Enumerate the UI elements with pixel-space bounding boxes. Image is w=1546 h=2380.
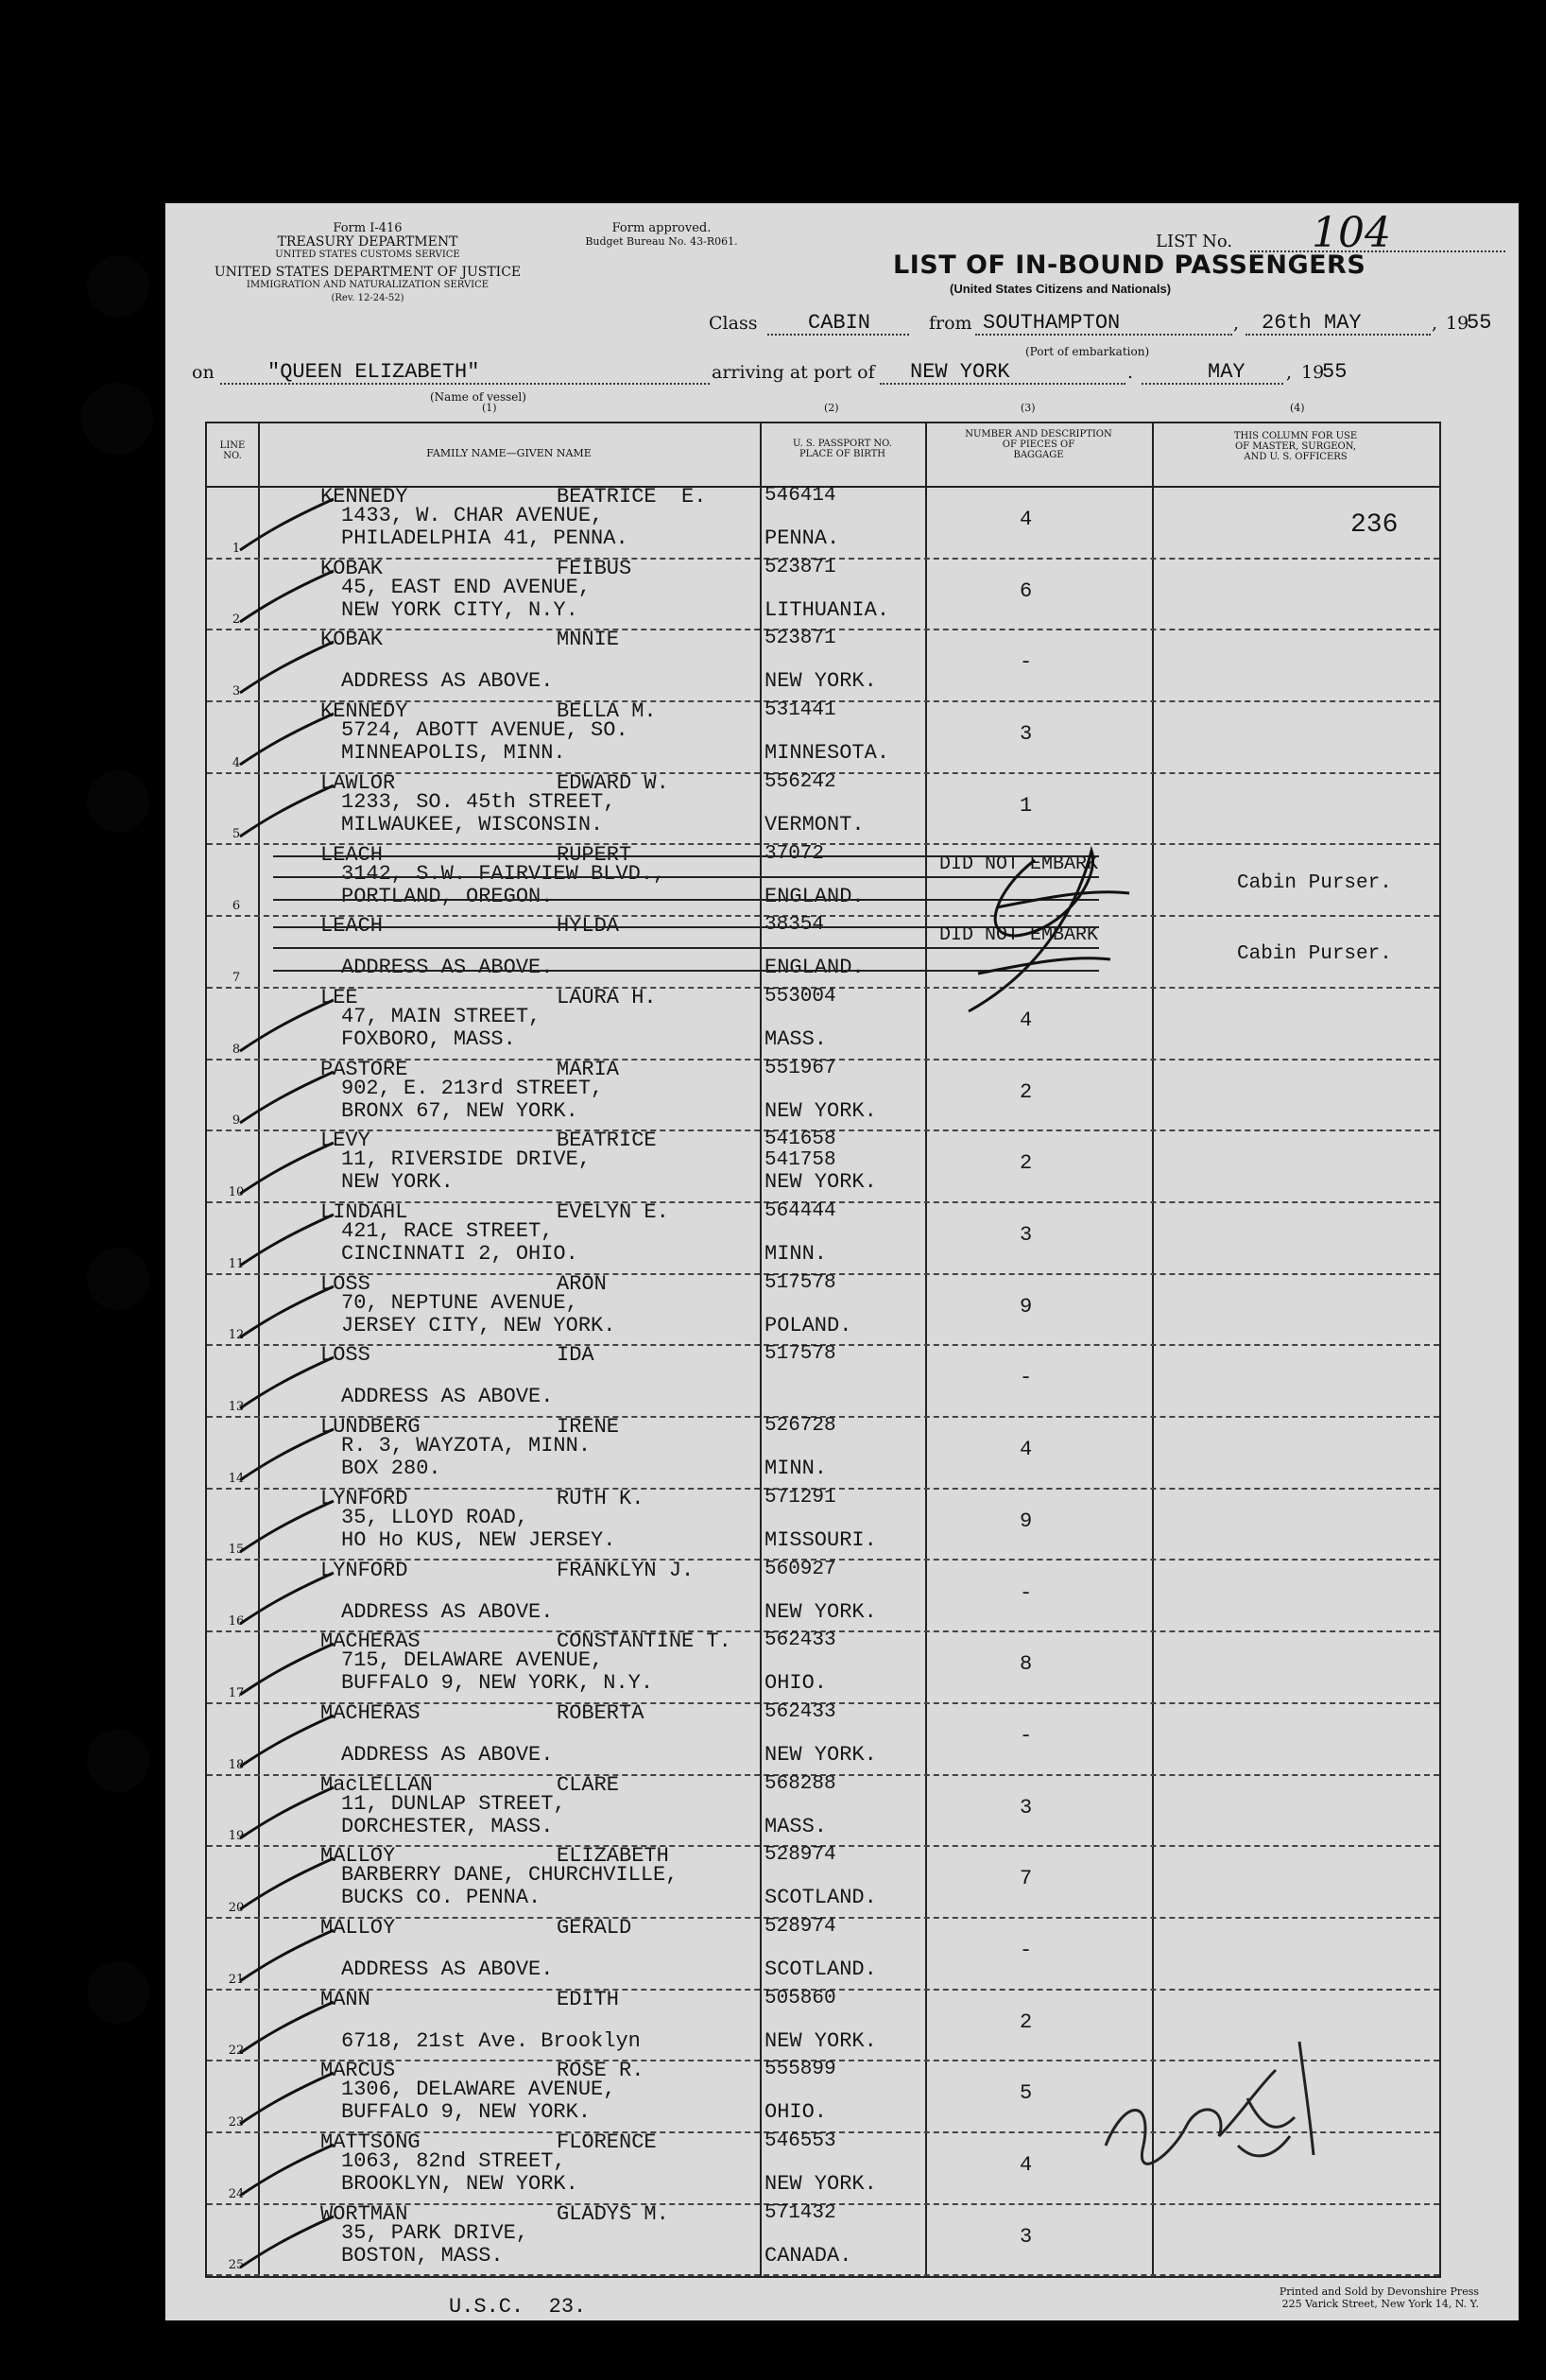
address-line-2: FOXBORO, MASS.: [341, 1026, 516, 1051]
place-of-birth: SCOTLAND.: [764, 1957, 877, 1981]
given-name: FEIBUS: [557, 556, 632, 580]
given-name: EVELYN E.: [557, 1200, 669, 1224]
passenger-list-page: [165, 203, 1519, 2320]
given-name: ROSE R.: [557, 2059, 644, 2083]
place-of-birth: NEW YORK.: [764, 669, 877, 694]
address-line-2: PORTLAND, OREGON.: [341, 884, 554, 908]
family-name: LOSS: [320, 1343, 370, 1368]
given-name: LAURA H.: [557, 985, 657, 1009]
passport-number: 523871: [764, 628, 836, 650]
address-line-2: BOX 280.: [341, 1457, 441, 1481]
family-name: LYNFORD: [320, 1486, 408, 1510]
address-line-2: BUCKS CO. PENNA.: [341, 1886, 541, 1910]
family-name: MALLOY: [320, 1916, 396, 1940]
baggage: 4: [1020, 1438, 1033, 1462]
officer-note: Cabin Purser.: [1237, 943, 1392, 966]
vessel-name: "QUEEN ELIZABETH": [267, 360, 480, 384]
given-name: MARIA: [557, 1057, 620, 1081]
list-no-value: 104: [1312, 209, 1391, 257]
place-of-birth: POLAND.: [764, 1313, 852, 1337]
embark-port: SOUTHAMPTON: [983, 311, 1121, 335]
check-mark: [235, 2065, 339, 2126]
family-name: KOBAK: [320, 556, 384, 580]
binder-hole: [87, 770, 149, 833]
check-mark: [235, 1851, 339, 1911]
place-of-birth: SCOTLAND.: [764, 1886, 877, 1910]
baggage: -: [1020, 1580, 1033, 1605]
passport-number: 568288: [764, 1772, 836, 1795]
header-line-no: LINE NO.: [219, 440, 246, 461]
binder-hole: [87, 1248, 149, 1310]
given-name: RUTH K.: [557, 1486, 644, 1510]
address-line-1: 421, RACE STREET,: [341, 1219, 554, 1243]
line-number: 20: [228, 1900, 245, 1915]
address-line-1: 1063, 82nd STREET,: [341, 2149, 566, 2174]
given-name: BELLA M.: [557, 699, 657, 724]
family-name: MARCUS: [320, 2059, 396, 2083]
baggage: -: [1020, 1723, 1033, 1748]
address-line-2: BROOKLYN, NEW YORK.: [341, 2172, 578, 2197]
place-of-birth: NEW YORK.: [764, 1599, 877, 1624]
port-caption: (Port of embarkation): [1025, 345, 1150, 358]
address-line-1: 1306, DELAWARE AVENUE,: [341, 2078, 616, 2102]
check-mark: [235, 1780, 339, 1840]
col-num-4: (4): [1290, 402, 1305, 414]
check-mark: [235, 2137, 339, 2198]
check-mark: [235, 492, 339, 552]
baggage: -: [1020, 650, 1033, 675]
baggage: 2: [1020, 1151, 1033, 1176]
address-line-2: BUFFALO 9, NEW YORK.: [341, 2100, 592, 2125]
place-of-birth: MINN.: [764, 1242, 828, 1266]
place-of-birth: MASS.: [764, 1026, 828, 1051]
place-of-birth: OHIO.: [764, 1671, 828, 1696]
line-number: 3: [232, 684, 241, 699]
form-title: LIST OF IN-BOUND PASSENGERS: [893, 250, 1366, 280]
approval-block: [548, 222, 775, 249]
passport-number: 556242: [764, 770, 836, 793]
table-row: [207, 915, 1439, 989]
table-row: [207, 700, 1439, 774]
address-line-2: MILWAUKEE, WISCONSIN.: [341, 812, 604, 836]
address-line-1: 35, LLOYD ROAD,: [341, 1505, 529, 1529]
address-line-2: DORCHESTER, MASS.: [341, 1814, 554, 1838]
given-name: GLADYS M.: [557, 2201, 669, 2226]
address-line-1: 47, MAIN STREET,: [341, 1004, 541, 1028]
family-name: LUNDBERG: [320, 1415, 421, 1440]
line-number: 10: [228, 1184, 245, 1199]
baggage: DID NOT EMBARK: [939, 924, 1099, 947]
check-mark: [235, 1994, 339, 2055]
table-row: [207, 1702, 1439, 1776]
departure-year-prefix: 19: [1446, 313, 1469, 334]
table-row: [207, 844, 1439, 918]
check-mark: [235, 2209, 339, 2269]
place-of-birth: MASS.: [764, 1814, 828, 1838]
passport-number: 546414: [764, 485, 836, 507]
form-number: Form I-416: [333, 221, 403, 235]
given-name: BEATRICE: [557, 1129, 657, 1153]
baggage: 4: [1020, 1008, 1033, 1032]
address-line-2: NEW YORK CITY, N.Y.: [341, 597, 578, 622]
given-name: FLORENCE: [557, 2130, 657, 2155]
revision: (Rev. 12-24-52): [331, 293, 404, 303]
baggage: 6: [1020, 578, 1033, 603]
family-name: LEE: [320, 985, 358, 1009]
check-mark: [235, 1207, 339, 1268]
binder-hole: [81, 383, 153, 455]
line-number: 21: [228, 1972, 245, 1987]
line-number: 25: [228, 2258, 245, 2273]
family-name: MANN: [320, 1987, 370, 2011]
baggage: DID NOT EMBARK: [939, 853, 1099, 875]
passport-number: 38354: [764, 914, 825, 937]
col-num-1: (1): [482, 402, 497, 414]
address-line-2: ADDRESS AS ABOVE.: [341, 669, 554, 694]
line-number: 7: [232, 970, 241, 985]
passport-number: 37072: [764, 842, 825, 865]
check-mark: [235, 1350, 339, 1410]
col-num-3: (3): [1021, 402, 1036, 414]
place-of-birth: NEW YORK.: [764, 1098, 877, 1123]
check-mark: [235, 634, 339, 695]
agency-block: [179, 222, 557, 305]
passport-number: 517578: [764, 1271, 836, 1294]
binder-hole: [87, 255, 149, 318]
arrival-month: MAY: [1208, 360, 1245, 384]
table-row: [207, 1917, 1439, 1991]
line-number: 11: [228, 1256, 245, 1271]
line-number: 13: [228, 1400, 245, 1415]
check-mark: [235, 1565, 339, 1626]
address-line-2: BOSTON, MASS.: [341, 2243, 504, 2268]
baggage: 4: [1020, 508, 1033, 531]
check-mark: [235, 1422, 339, 1482]
table-row: [207, 1630, 1439, 1704]
passport-number: 528974: [764, 1844, 836, 1867]
given-name: BEATRICE E.: [557, 485, 707, 509]
passport-number: 531441: [764, 699, 836, 722]
baggage: 3: [1020, 2224, 1033, 2249]
given-name: EDITH: [557, 1987, 620, 2011]
place-of-birth: CANADA.: [764, 2243, 852, 2268]
given-name: CLARE: [557, 1772, 620, 1797]
arriving-label: arriving at port of: [712, 362, 875, 383]
place-of-birth: MINNESOTA.: [764, 741, 890, 766]
line-number: 1: [232, 541, 241, 556]
header-baggage: NUMBER AND DESCRIPTION OF PIECES OF BAGGAGE: [965, 429, 1112, 460]
class-line: Class CABIN from SOUTHAMPTON , 26th MAY , 19 55: [709, 311, 1492, 335]
customs-service: UNITED STATES CUSTOMS SERVICE: [275, 250, 460, 260]
baggage: 5: [1020, 2081, 1033, 2106]
line-number: 17: [228, 1685, 245, 1700]
line-number: 23: [228, 2115, 245, 2130]
budget-bureau: Budget Bureau No. 43-R061.: [585, 235, 738, 248]
header-name: FAMILY NAME—GIVEN NAME: [426, 447, 592, 459]
table-row: [207, 1130, 1439, 1203]
family-name: LEACH: [320, 914, 384, 939]
class-value: CABIN: [808, 311, 871, 335]
address-line-1: 5724, ABOTT AVENUE, SO.: [341, 718, 628, 743]
given-name: EDWARD W.: [557, 770, 669, 795]
table-row: [207, 1488, 1439, 1561]
baggage: 9: [1020, 1509, 1033, 1533]
col-num-2: (2): [824, 402, 839, 414]
table-row: [207, 772, 1439, 846]
address-line-1: 11, DUNLAP STREET,: [341, 1791, 566, 1816]
passport-number: 523871: [764, 556, 836, 578]
family-name: MACHERAS: [320, 1630, 421, 1654]
line-number: 16: [228, 1614, 245, 1630]
check-mark: [235, 1636, 339, 1697]
passport-number: 571432: [764, 2201, 836, 2224]
line-number: 12: [228, 1328, 245, 1343]
address-line-1: 11, RIVERSIDE DRIVE,: [341, 1147, 592, 1172]
header-officers: THIS COLUMN FOR USE OF MASTER, SURGEON, AND U. S. OFFICERS: [1233, 431, 1358, 462]
family-name: LOSS: [320, 1271, 370, 1296]
officer-note: 236: [1350, 510, 1399, 540]
check-mark: [235, 1708, 339, 1768]
officer-note: Cabin Purser.: [1237, 871, 1392, 894]
family-name: LEACH: [320, 842, 384, 867]
family-name: LYNFORD: [320, 1558, 408, 1582]
place-of-birth: MINN.: [764, 1457, 828, 1481]
given-name: IDA: [557, 1343, 594, 1368]
address-line-1: 3142, S.W. FAIRVIEW BLVD.,: [341, 861, 666, 886]
place-of-birth: VERMONT.: [764, 812, 865, 836]
departure-year: 55: [1467, 311, 1492, 335]
treasury-dept: TREASURY DEPARTMENT: [277, 234, 458, 250]
check-mark: [235, 1135, 339, 1196]
address-line-2: ADDRESS AS ABOVE.: [341, 1385, 554, 1409]
address-line-1: 902, E. 213rd STREET,: [341, 1076, 604, 1100]
arrival-port: NEW YORK: [910, 360, 1010, 384]
given-name: ELIZABETH: [557, 1844, 669, 1869]
address-line-2: BRONX 67, NEW YORK.: [341, 1098, 578, 1123]
passport-number: 517578: [764, 1343, 836, 1366]
list-no-label: LIST No.: [1156, 232, 1233, 251]
table-row: [207, 1059, 1439, 1132]
form-approved: Form approved.: [611, 221, 712, 235]
family-name: LEVY: [320, 1129, 370, 1153]
baggage: -: [1020, 1939, 1033, 1962]
usc-footer: U.S.C. 23.: [449, 2295, 587, 2319]
address-line-1: 1433, W. CHAR AVENUE,: [341, 504, 604, 527]
purser-signature: [912, 822, 1195, 1021]
passport-number: 526728: [764, 1415, 836, 1438]
from-label: from: [929, 313, 972, 334]
check-mark: [235, 1279, 339, 1339]
class-label: Class: [709, 313, 758, 334]
header-passport: U. S. PASSPORT NO. PLACE OF BIRTH: [793, 439, 892, 459]
baggage: 8: [1020, 1652, 1033, 1677]
binder-hole: [87, 1961, 149, 2024]
table-row: [207, 629, 1439, 702]
baggage: 7: [1020, 1867, 1033, 1891]
baggage: 3: [1020, 1223, 1033, 1247]
place-of-birth: NEW YORK.: [764, 2028, 877, 2053]
given-name: HYLDA: [557, 914, 620, 939]
passport-number: 528974: [764, 1916, 836, 1938]
passport-number: 551967: [764, 1057, 836, 1079]
table-row: [207, 1201, 1439, 1275]
check-mark: [235, 1923, 339, 1983]
address-line-1: 715, DELAWARE AVENUE,: [341, 1648, 604, 1673]
departure-date: 26th MAY: [1262, 311, 1362, 335]
passport-number: 562433: [764, 1700, 836, 1723]
printer-footer: Printed and Sold by Devonshire Press 225 Varick Street, New York 14, N. Y.: [1279, 2285, 1479, 2310]
given-name: ARON: [557, 1271, 607, 1296]
place-of-birth: OHIO.: [764, 2100, 828, 2125]
address-line-1: 1233, SO. 45th STREET,: [341, 789, 616, 814]
form-subtitle: (United States Citizens and Nationals): [950, 282, 1172, 296]
family-name: PASTORE: [320, 1057, 408, 1081]
line-number: 9: [232, 1113, 241, 1129]
address-line-2: JERSEY CITY, NEW YORK.: [341, 1313, 616, 1337]
address-line-2: ADDRESS AS ABOVE.: [341, 956, 554, 980]
table-row: [207, 1774, 1439, 1848]
address-line-2: ADDRESS AS ABOVE.: [341, 1957, 554, 1981]
address-line-2: NEW YORK.: [341, 1170, 454, 1195]
address-line-2: HO Ho KUS, NEW JERSEY.: [341, 1527, 616, 1552]
line-number: 18: [228, 1757, 245, 1772]
on-label: on: [192, 362, 215, 383]
table-row: [207, 486, 1439, 560]
table-row: [207, 1560, 1439, 1633]
address-line-2: MINNEAPOLIS, MINN.: [341, 741, 566, 766]
given-name: GERALD: [557, 1916, 632, 1940]
binder-hole: [87, 1730, 149, 1792]
check-mark: [235, 1064, 339, 1125]
baggage: 2: [1020, 1079, 1033, 1104]
check-mark: [235, 778, 339, 838]
baggage: 3: [1020, 722, 1033, 747]
line-number: 24: [228, 2186, 245, 2201]
address-line-2: ADDRESS AS ABOVE.: [341, 1599, 554, 1624]
passenger-table: [205, 422, 1441, 2278]
check-mark: [235, 563, 339, 624]
place-of-birth: MISSOURI.: [764, 1527, 877, 1552]
address-line-1: 35, PARK DRIVE,: [341, 2220, 529, 2245]
line-number: 8: [232, 1042, 241, 1057]
baggage: 1: [1020, 793, 1033, 818]
vessel-caption: (Name of vessel): [430, 390, 526, 404]
given-name: MNNIE: [557, 628, 620, 652]
line-number: 5: [232, 827, 241, 842]
baggage: 4: [1020, 2153, 1033, 2178]
passport-number: 560927: [764, 1558, 836, 1580]
address-line-2: 6718, 21st Ave. Brooklyn: [341, 2028, 641, 2053]
family-name: WORTMAN: [320, 2201, 408, 2226]
address-line-1: 45, EAST END AVENUE,: [341, 575, 592, 599]
family-name: KENNEDY: [320, 699, 408, 724]
line-number: 22: [228, 2044, 245, 2059]
family-name: MacLELLAN: [320, 1772, 433, 1797]
address-line-1: 70, NEPTUNE AVENUE,: [341, 1290, 578, 1315]
table-row: [207, 1273, 1439, 1347]
table-row: [207, 2203, 1439, 2277]
family-name: KENNEDY: [320, 485, 408, 509]
address-line-2: PHILADELPHIA 41, PENNA.: [341, 526, 628, 550]
line-number: 19: [228, 1829, 245, 1844]
arrival-year-prefix: 19: [1301, 362, 1325, 383]
line-number: 6: [232, 899, 241, 914]
passport-number: 571291: [764, 1486, 836, 1509]
check-mark: [235, 1493, 339, 1554]
justice-dept: UNITED STATES DEPARTMENT OF JUSTICE: [214, 265, 522, 280]
passport-number: 546553: [764, 2130, 836, 2153]
family-name: MALLOY: [320, 1844, 396, 1869]
baggage: -: [1020, 1366, 1033, 1390]
table-row: [207, 987, 1439, 1061]
table-row: [207, 558, 1439, 631]
address-line-1: R. 3, WAYZOTA, MINN.: [341, 1434, 592, 1458]
ins-service: IMMIGRATION AND NATURALIZATION SERVICE: [246, 280, 490, 290]
check-mark: [235, 706, 339, 767]
place-of-birth: ENGLAND.: [764, 884, 865, 908]
place-of-birth: PENNA.: [764, 526, 840, 550]
family-name: LINDAHL: [320, 1200, 408, 1224]
table-header: [207, 423, 1439, 488]
table-row: [207, 1416, 1439, 1490]
given-name: RUPERT: [557, 842, 632, 867]
line-number: 14: [228, 1471, 245, 1486]
passport-number: 564444: [764, 1200, 836, 1222]
line-number: 15: [228, 1543, 245, 1558]
given-name: ROBERTA: [557, 1700, 644, 1725]
address-line-1: BARBERRY DANE, CHURCHVILLE,: [341, 1863, 679, 1888]
place-of-birth: NEW YORK.: [764, 1170, 877, 1195]
table-row: [207, 1845, 1439, 1919]
address-line-2: ADDRESS AS ABOVE.: [341, 1742, 554, 1767]
address-line-2: CINCINNATI 2, OHIO.: [341, 1242, 578, 1266]
list-number-block: [1156, 209, 1505, 257]
passport-number: 541658 541758: [764, 1129, 836, 1172]
place-of-birth: LITHUANIA.: [764, 597, 890, 622]
passport-number: 553004: [764, 985, 836, 1008]
passport-number: 562433: [764, 1630, 836, 1652]
family-name: KOBAK: [320, 628, 384, 652]
vessel-line: on "QUEEN ELIZABETH" arriving at port of NEW YORK . MAY , 19 55: [192, 360, 1348, 384]
baggage: 2: [1020, 2009, 1033, 2034]
place-of-birth: NEW YORK.: [764, 2172, 877, 2197]
arrival-year: 55: [1322, 360, 1348, 384]
line-number: 4: [232, 755, 241, 770]
table-row: [207, 1344, 1439, 1418]
handwritten-annotation: [1096, 2004, 1323, 2212]
baggage: 3: [1020, 1795, 1033, 1819]
passport-number: 505860: [764, 1987, 836, 2009]
family-name: MATTSONG: [320, 2130, 421, 2155]
family-name: LAWLOR: [320, 770, 396, 795]
place-of-birth: ENGLAND.: [764, 956, 865, 980]
family-name: MACHERAS: [320, 1700, 421, 1725]
given-name: CONSTANTINE T.: [557, 1630, 731, 1654]
baggage: 9: [1020, 1294, 1033, 1319]
given-name: FRANKLYN J.: [557, 1558, 695, 1582]
passport-number: 555899: [764, 2059, 836, 2081]
address-line-2: BUFFALO 9, NEW YORK, N.Y.: [341, 1671, 654, 1696]
given-name: IRENE: [557, 1415, 620, 1440]
line-number: 2: [232, 612, 241, 628]
check-mark: [235, 992, 339, 1053]
place-of-birth: NEW YORK.: [764, 1742, 877, 1767]
